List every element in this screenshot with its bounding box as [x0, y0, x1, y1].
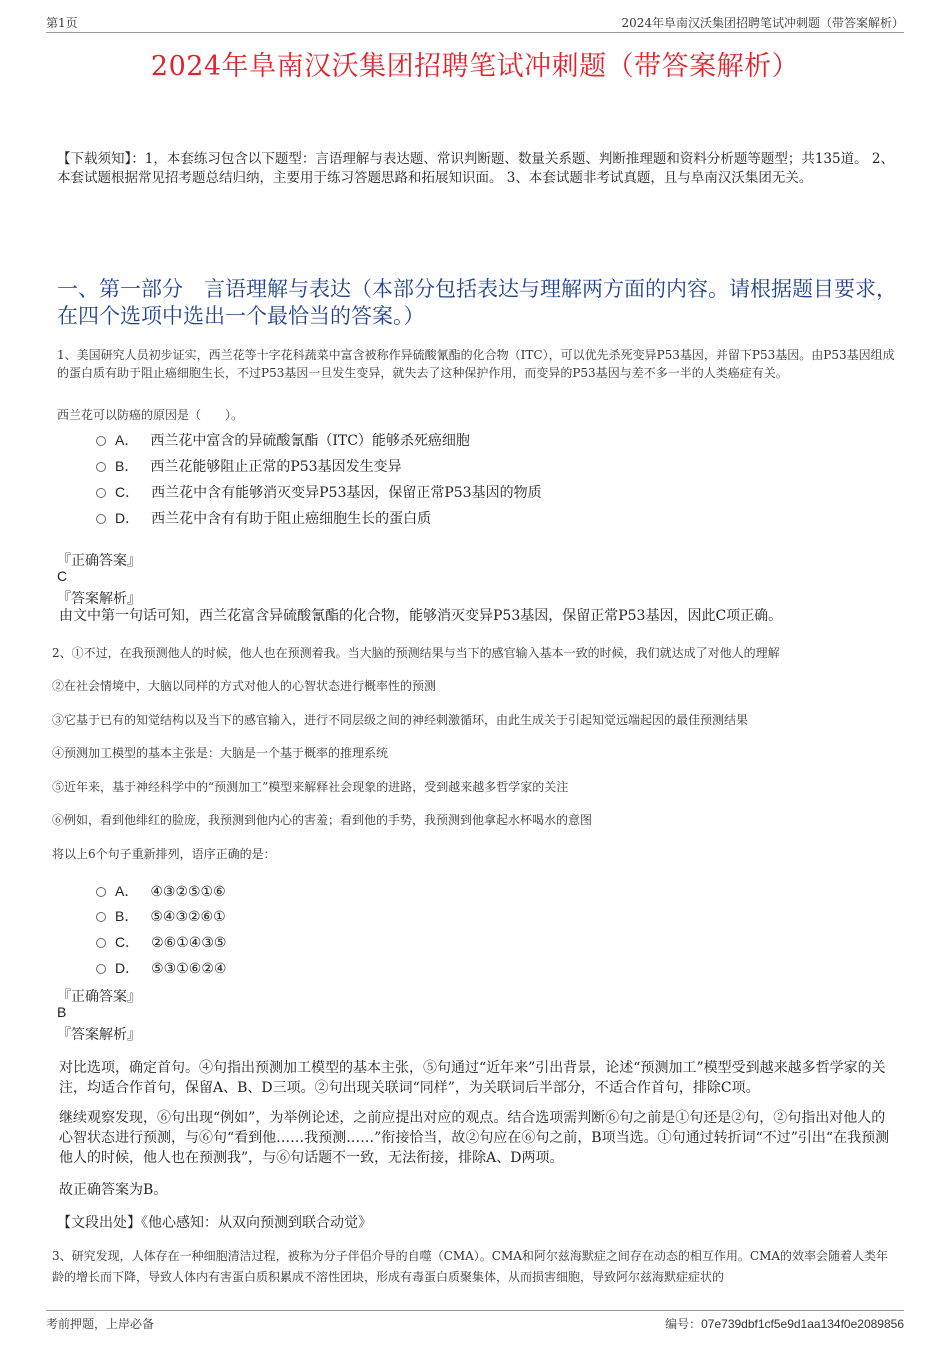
q2-sentence-2: ②在社会情境中，大脑以同样的方式对他人的心智状态进行概率性的预测: [52, 679, 437, 693]
q2-sentence-3: ③它基于已有的知觉结构以及当下的感官输入，进行不同层级之间的神经刺激循环，由此生成关于引起知觉远端起因的最佳预测结果: [52, 713, 749, 727]
q2-answer-label: 『正确答案』: [57, 989, 141, 1005]
section-heading: 一、第一部分 言语理解与表达（本部分包括表达与理解两方面的内容。请根据题目要求，在四个选项中选出一个最恰当的答案。）: [57, 277, 897, 328]
q2-option-d[interactable]: D． ⑤③①⑥②④: [96, 958, 226, 978]
radio-icon[interactable]: [96, 462, 106, 472]
q1-option-d[interactable]: D． 西兰花中含有有助于阻止癌细胞生长的蛋白质: [96, 508, 431, 528]
document-title: 2024年阜南汉沃集团招聘笔试冲刺题（带答案解析）: [150, 51, 800, 82]
download-notice: 【下载须知】：1，本套练习包含以下题型：言语理解与表达题、常识判断题、数量关系题、判断推理题和资料分析题等题型；共135道。 2、本套试题根据常见招考题总结归纳，主要用于练习答题思路和拓展知识面。 3、本套试题非考试真题，且与阜南汉沃集团无关。: [57, 151, 894, 186]
q1-answer-label: 『正确答案』: [57, 553, 141, 569]
question-3-text: 3、研究发现，人体存在一种细胞清洁过程，被称为分子伴侣介导的自噬（CMA）。CMA和阿尔兹海默症之间存在动态的相互作用。CMA的效率会随着人类年龄的增长而下降，导致人体内有害蛋白质积累成不溶性团块，形成有毒蛋白质聚集体，从而损害细胞，导致阿尔兹海默症症状的: [52, 1249, 889, 1284]
q2-option-c[interactable]: C． ②⑥①④③⑤: [96, 932, 226, 952]
q2-sentence-4: ④预测加工模型的基本主张是：大脑是一个基于概率的推理系统: [52, 746, 389, 760]
page-number: 第1页: [46, 16, 78, 30]
q2-source: 【文段出处】《他心感知：从双向预测到联合动觉》: [57, 1215, 372, 1231]
q2-analysis-para-3: 故正确答案为B。: [59, 1182, 168, 1198]
q2-option-b[interactable]: B． ⑤④③②⑥①: [96, 906, 226, 926]
q2-sentence-5: ⑤近年来，基于神经科学中的“预测加工”模型来解释社会现象的进路，受到越来越多哲学家的关注: [52, 780, 569, 794]
q1-option-c[interactable]: C． 西兰花中含有能够消灭变异P53基因，保留正常P53基因的物质: [96, 482, 542, 502]
radio-icon[interactable]: [96, 887, 106, 897]
question-1-text: 1、美国研究人员初步证实，西兰花等十字花科蔬菜中富含被称作异硫酸氰酯的化合物（ITC），可以优先杀死变异P53基因，并留下P53基因。由P53基因组成的蛋白质有助于阻止癌细胞生长，不过P53基因一旦发生变异，就失去了这种保护作用，而变异的P53基因与差不多一半的人类癌症有关。: [57, 348, 895, 380]
question-1-stem: 西兰花可以防癌的原因是（ ）。: [57, 408, 244, 422]
q2-sentence-6: ⑥例如，看到他绯红的脸庞，我预测到他内心的害羞；看到他的手势，我预测到他拿起水杯喝水的意图: [52, 813, 593, 827]
q1-option-b[interactable]: B． 西兰花能够阻止正常的P53基因发生变异: [96, 456, 402, 476]
page-header: [46, 14, 904, 33]
q2-analysis-para-2: 继续观察发现，⑥句出现“例如”，为举例论述，之前应提出对应的观点。结合选项需判断⑥句之前是①句还是②句，②句指出对他人的心智状态进行预测，与⑥句“看到他……我预测……”衔接恰当，故②句应在⑥句之前，B项当选。①句通过转折词“不过”引出“在我预测他人的时候，他人也在预测我”，与⑥句话题不一致，无法衔接，排除A、D两项。: [59, 1110, 890, 1166]
header-doc-title: 2024年阜南汉沃集团招聘笔试冲刺题（带答案解析）: [621, 16, 904, 30]
q1-answer: C: [57, 568, 68, 584]
q2-analysis-label: 『答案解析』: [57, 1027, 141, 1043]
q1-analysis: 由文中第一句话可知，西兰花富含异硫酸氰酯的化合物，能够消灭变异P53基因，保留正常P53基因，因此C项正确。: [59, 608, 783, 624]
q1-option-a[interactable]: A． 西兰花中富含的异硫酸氰酯（ITC）能够杀死癌细胞: [96, 430, 470, 450]
radio-icon[interactable]: [96, 488, 106, 498]
radio-icon[interactable]: [96, 514, 106, 524]
q2-stem: 将以上6个句子重新排列，语序正确的是：: [52, 847, 276, 861]
page-footer: [46, 1310, 904, 1331]
q2-answer: B: [57, 1004, 67, 1020]
radio-icon[interactable]: [96, 436, 106, 446]
q2-analysis-para-1: 对比选项，确定首句。④句指出预测加工模型的基本主张，⑤句通过“近年来”引出背景，论述“预测加工”模型受到越来越多哲学家的关注，均适合作首句，保留A、B、D三项。②句出现关联词“同样”，为关联词后半部分，不适合作首句，排除C项。: [59, 1060, 886, 1096]
footer-serial: 编号：07e739dbf1cf5e9d1aa134f0e2089856: [665, 1317, 904, 1331]
radio-icon[interactable]: [96, 938, 106, 948]
q2-sentence-1: 2、①不过，在我预测他人的时候，他人也在预测着我。当大脑的预测结果与当下的感官输入基本一致的时候，我们就达成了对他人的理解: [52, 646, 780, 660]
radio-icon[interactable]: [96, 964, 106, 974]
radio-icon[interactable]: [96, 912, 106, 922]
q1-analysis-label: 『答案解析』: [57, 591, 141, 607]
q2-option-a[interactable]: A． ④③②⑤①⑥: [96, 881, 226, 901]
footer-slogan: 考前押题，上岸必备: [46, 1317, 155, 1331]
